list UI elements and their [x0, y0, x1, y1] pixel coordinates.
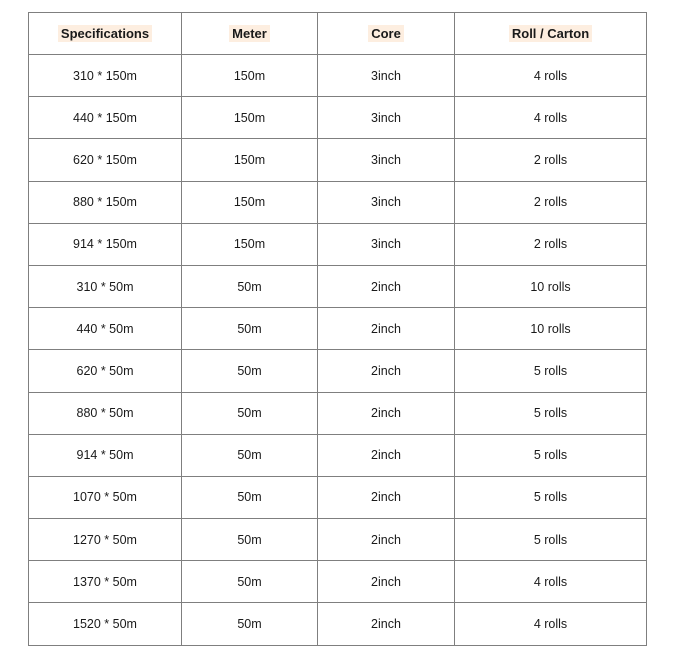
- cell-roll-carton: 10 rolls: [455, 265, 647, 307]
- cell-meter: 150m: [182, 223, 318, 265]
- cell-meter: 50m: [182, 265, 318, 307]
- cell-roll-carton: 4 rolls: [455, 561, 647, 603]
- cell-roll-carton: 5 rolls: [455, 476, 647, 518]
- cell-specification: 620 * 150m: [29, 139, 182, 181]
- cell-roll-carton: 5 rolls: [455, 392, 647, 434]
- cell-roll-carton: 2 rolls: [455, 181, 647, 223]
- cell-roll-carton: 5 rolls: [455, 434, 647, 476]
- cell-roll-carton: 5 rolls: [455, 350, 647, 392]
- cell-meter: 50m: [182, 476, 318, 518]
- table-row: [29, 308, 647, 350]
- cell-core: 3inch: [318, 139, 455, 181]
- header-label: Core: [368, 25, 404, 42]
- table-row: [29, 392, 647, 434]
- cell-core: 2inch: [318, 476, 455, 518]
- cell-roll-carton: 5 rolls: [455, 519, 647, 561]
- cell-core: 2inch: [318, 350, 455, 392]
- table-row: [29, 97, 647, 139]
- cell-specification: 880 * 150m: [29, 181, 182, 223]
- cell-meter: 150m: [182, 139, 318, 181]
- cell-meter: 50m: [182, 308, 318, 350]
- header-specifications: [29, 13, 182, 55]
- table-row: [29, 519, 647, 561]
- header-roll-carton: [455, 13, 647, 55]
- cell-specification: 914 * 150m: [29, 223, 182, 265]
- cell-core: 2inch: [318, 519, 455, 561]
- cell-specification: 880 * 50m: [29, 392, 182, 434]
- spec-table: [28, 12, 647, 646]
- table-row: [29, 139, 647, 181]
- table-row: [29, 223, 647, 265]
- table-row: [29, 603, 647, 645]
- cell-meter: 50m: [182, 561, 318, 603]
- cell-specification: 914 * 50m: [29, 434, 182, 476]
- cell-meter: 150m: [182, 97, 318, 139]
- cell-specification: 1520 * 50m: [29, 603, 182, 645]
- cell-meter: 50m: [182, 603, 318, 645]
- cell-meter: 50m: [182, 392, 318, 434]
- cell-roll-carton: 4 rolls: [455, 603, 647, 645]
- cell-core: 3inch: [318, 55, 455, 97]
- spec-table-container: [28, 12, 647, 646]
- cell-core: 3inch: [318, 223, 455, 265]
- table-row: [29, 434, 647, 476]
- cell-specification: 1270 * 50m: [29, 519, 182, 561]
- cell-roll-carton: 10 rolls: [455, 308, 647, 350]
- cell-specification: 310 * 150m: [29, 55, 182, 97]
- header-meter: [182, 13, 318, 55]
- cell-core: 2inch: [318, 561, 455, 603]
- header-core: [318, 13, 455, 55]
- cell-core: 2inch: [318, 603, 455, 645]
- cell-meter: 150m: [182, 55, 318, 97]
- cell-roll-carton: 2 rolls: [455, 223, 647, 265]
- cell-core: 2inch: [318, 392, 455, 434]
- cell-core: 3inch: [318, 181, 455, 223]
- cell-meter: 50m: [182, 434, 318, 476]
- table-header-row: [29, 13, 647, 55]
- cell-specification: 310 * 50m: [29, 265, 182, 307]
- table-row: [29, 476, 647, 518]
- cell-roll-carton: 2 rolls: [455, 139, 647, 181]
- table-body: [29, 55, 647, 646]
- table-row: [29, 265, 647, 307]
- cell-core: 3inch: [318, 97, 455, 139]
- table-row: [29, 181, 647, 223]
- table-row: [29, 55, 647, 97]
- cell-core: 2inch: [318, 265, 455, 307]
- cell-specification: 1070 * 50m: [29, 476, 182, 518]
- table-row: [29, 350, 647, 392]
- cell-meter: 50m: [182, 350, 318, 392]
- cell-specification: 440 * 150m: [29, 97, 182, 139]
- cell-roll-carton: 4 rolls: [455, 97, 647, 139]
- cell-core: 2inch: [318, 434, 455, 476]
- cell-meter: 50m: [182, 519, 318, 561]
- cell-core: 2inch: [318, 308, 455, 350]
- header-label: Roll / Carton: [509, 25, 592, 42]
- cell-meter: 150m: [182, 181, 318, 223]
- header-label: Specifications: [58, 25, 152, 42]
- table-row: [29, 561, 647, 603]
- cell-specification: 440 * 50m: [29, 308, 182, 350]
- header-label: Meter: [229, 25, 270, 42]
- cell-roll-carton: 4 rolls: [455, 55, 647, 97]
- cell-specification: 1370 * 50m: [29, 561, 182, 603]
- cell-specification: 620 * 50m: [29, 350, 182, 392]
